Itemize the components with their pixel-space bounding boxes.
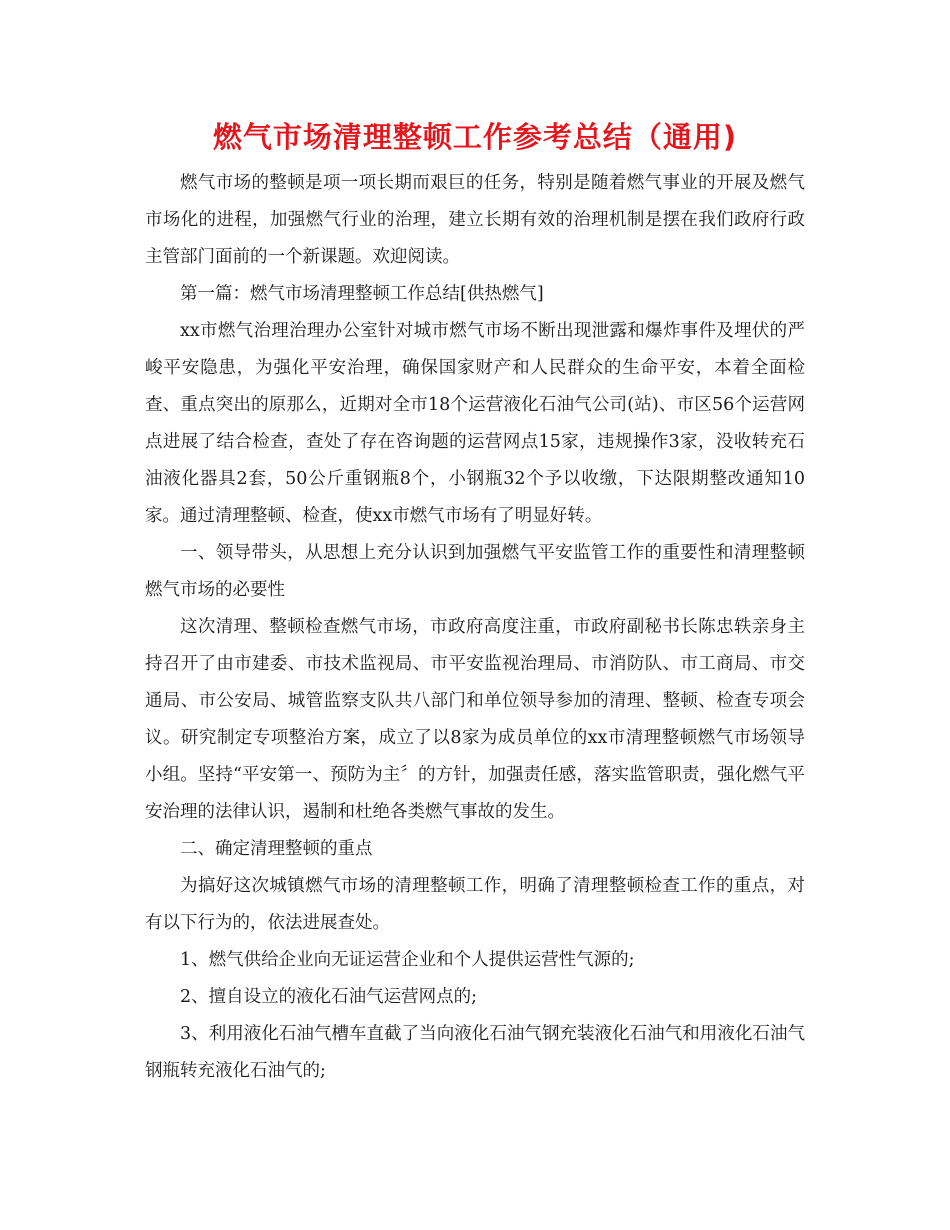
paragraph-focus: 为搞好这次城镇燃气市场的清理整顿工作，明确了清理整顿检查工作的重点，对有以下行为的，依法进展查处。	[145, 876, 805, 933]
paragraph-part-one-heading: 第一篇：燃气市场清理整顿工作总结[供热燃气]	[180, 284, 544, 304]
document-body	[145, 165, 805, 1090]
paragraph-intro: 燃气市场的整顿是项一项长期而艰巨的任务，特别是随着燃气事业的开展及燃气市场化的进程，加强燃气行业的治理，建立长期有效的治理机制是摆在我们政府行政主管部门面前的一个新课题。欢迎阅读。	[145, 173, 805, 267]
paragraph-section-two-heading: 二、确定清理整顿的重点	[180, 839, 373, 859]
paragraph-item-1: 1、燃气供给企业向无证运营企业和个人提供运营性气源的;	[180, 950, 635, 970]
paragraph-item-2: 2、擅自设立的液化石油气运营网点的;	[180, 987, 478, 1007]
paragraph-section-one-heading: 一、领导带头，从思想上充分认识到加强燃气平安监管工作的重要性和清理整顿燃气市场的必要性	[145, 543, 805, 600]
paragraph-item-3: 3、利用液化石油气槽车直截了当向液化石油气钢充装液化石油气和用液化石油气钢瓶转充液化石油气的;	[145, 1024, 805, 1081]
document-title: 燃气市场清理整顿工作参考总结（通用)	[212, 120, 738, 154]
paragraph-leadership: 这次清理、整顿检查燃气市场，市政府高度注重，市政府副秘书长陈忠轶亲身主持召开了由市建委、市技术监视局、市平安监视治理局、市消防队、市工商局、市交通局、市公安局、城管监察支队共八部门和单位领导参加的清理、整顿、检查专项会议。研究制定专项整治方案，成立了以8家为成员单位的xx市清理整顿燃气市场领导小组。坚持“平安第一、预防为主〞的方针，加强责任感，落实监管职责，强化燃气平安治理的法律认识，遏制和杜绝各类燃气事故的发生。	[145, 617, 805, 822]
paragraph-inspection-summary: xx市燃气治理治理办公室针对城市燃气市场不断出现泄露和爆炸事件及埋伏的严峻平安隐患，为强化平安治理，确保国家财产和人民群众的生命平安，本着全面检查、重点突出的原那么，近期对全市18个运营液化石油气公司(站)、市区56个运营网点进展了结合检查，查处了存在咨询题的运营网点15家，违规操作3家，没收转充石油液化器具2套，50公斤重钢瓶8个，小钢瓶32个予以收缴，下达限期整改通知10家。通过清理整顿、检查，使xx市燃气市场有了明显好转。	[145, 321, 805, 526]
